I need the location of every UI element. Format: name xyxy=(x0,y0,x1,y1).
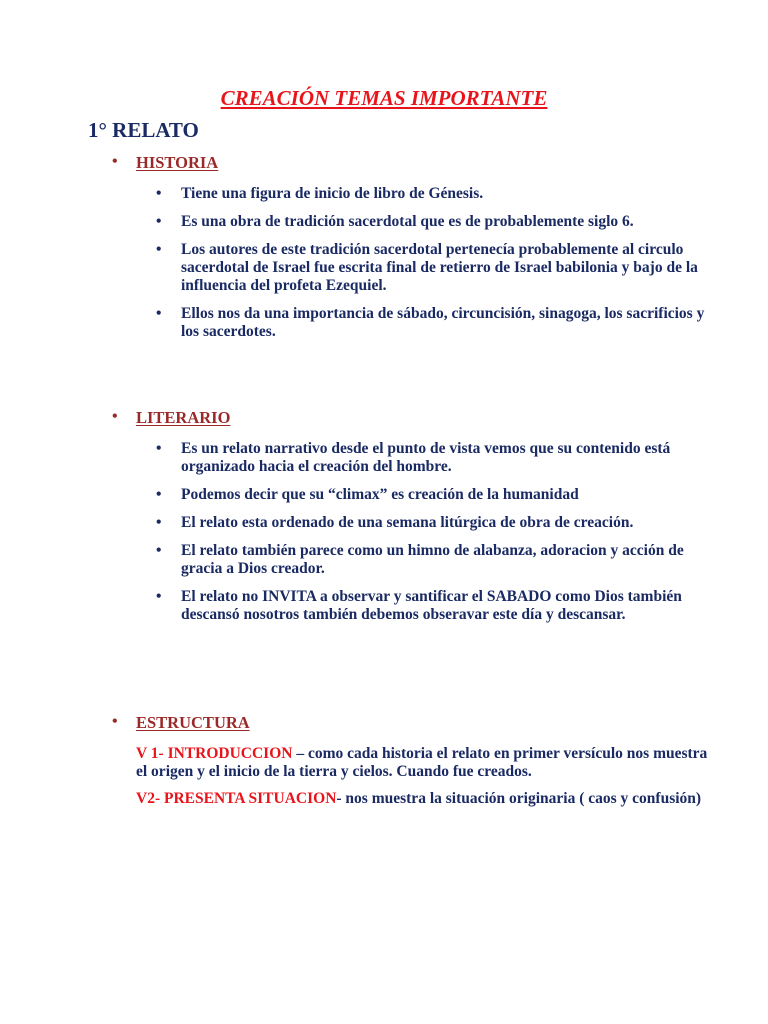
list-item-text: Podemos decir que su “climax” es creación de la humanidad xyxy=(181,486,579,503)
list-item xyxy=(156,305,712,341)
list-item-text: Tiene una figura de inicio de libro de Génesis. xyxy=(181,185,484,202)
bullet-icon: • xyxy=(156,486,162,503)
list-item-text: Los autores de este tradición sacerdotal pertenecía probablemente al circulo sacerdotal de Israel fue escrita final de retierro de Israel babilonia y bajo de la influencia del profeta Ezequiel. xyxy=(181,241,698,294)
bullet-icon: • xyxy=(112,408,118,425)
list-item-text: El relato esta ordenado de una semana litúrgica de obra de creación. xyxy=(181,514,634,531)
category-label-historia: HISTORIA xyxy=(136,153,219,172)
list-item xyxy=(156,440,712,476)
list-item xyxy=(156,486,712,504)
estructura-paragraph xyxy=(136,790,712,808)
list-item xyxy=(156,542,712,578)
list-item xyxy=(156,185,712,203)
category-row-estructura xyxy=(112,713,712,733)
section-estructura xyxy=(112,713,712,808)
document-title: CREACIÓN TEMAS IMPORTANTE xyxy=(220,86,548,110)
list-item xyxy=(156,241,712,295)
bullet-icon: • xyxy=(156,514,162,531)
list-item-text: Ellos nos da una importancia de sábado, circuncisión, sinagoga, los sacrificios y los sacerdotes. xyxy=(181,305,705,340)
bullet-icon: • xyxy=(156,440,162,457)
paragraph-label: V2- PRESENTA SITUACION xyxy=(136,790,337,807)
bullet-icon: • xyxy=(156,588,162,605)
paragraph-text: - nos muestra la situación originaria ( caos y confusión) xyxy=(336,790,702,807)
paragraph-label: V 1- INTRODUCCION xyxy=(136,745,293,762)
category-label-estructura: ESTRUCTURA xyxy=(136,713,250,732)
category-row-literario xyxy=(112,408,712,428)
list-item xyxy=(156,213,712,231)
bullet-icon: • xyxy=(156,213,162,230)
section-historia xyxy=(112,153,712,351)
section-literario xyxy=(112,408,712,634)
list-item-text: El relato también parece como un himno de alabanza, adoracion y acción de gracia a Dios creador. xyxy=(181,542,684,577)
bullet-icon: • xyxy=(112,713,118,730)
list-item xyxy=(156,588,712,624)
bullet-icon: • xyxy=(156,305,162,322)
list-item-text: El relato no INVITA a observar y santificar el SABADO como Dios también descansó nosotros también debemos obseravar este día y descansar. xyxy=(181,588,682,623)
literario-list xyxy=(112,440,712,624)
list-item xyxy=(156,514,712,532)
bullet-icon: • xyxy=(156,241,162,258)
section-heading: 1° RELATO xyxy=(88,118,199,142)
list-item-text: Es una obra de tradición sacerdotal que es de probablemente siglo 6. xyxy=(181,213,634,230)
bullet-icon: • xyxy=(156,542,162,559)
list-item-text: Es un relato narrativo desde el punto de vista vemos que su contenido está organizado hacia el creación del hombre. xyxy=(181,440,671,475)
bullet-icon: • xyxy=(112,153,118,170)
paragraph-text: – como cada historia el relato en primer versículo nos muestra el origen y el inicio de la tierra y cielos. Cuando fue creados. xyxy=(136,745,708,780)
historia-list xyxy=(112,185,712,341)
bullet-icon: • xyxy=(156,185,162,202)
category-row-historia xyxy=(112,153,712,173)
estructura-paragraph xyxy=(136,745,712,781)
category-label-literario: LITERARIO xyxy=(136,408,231,427)
